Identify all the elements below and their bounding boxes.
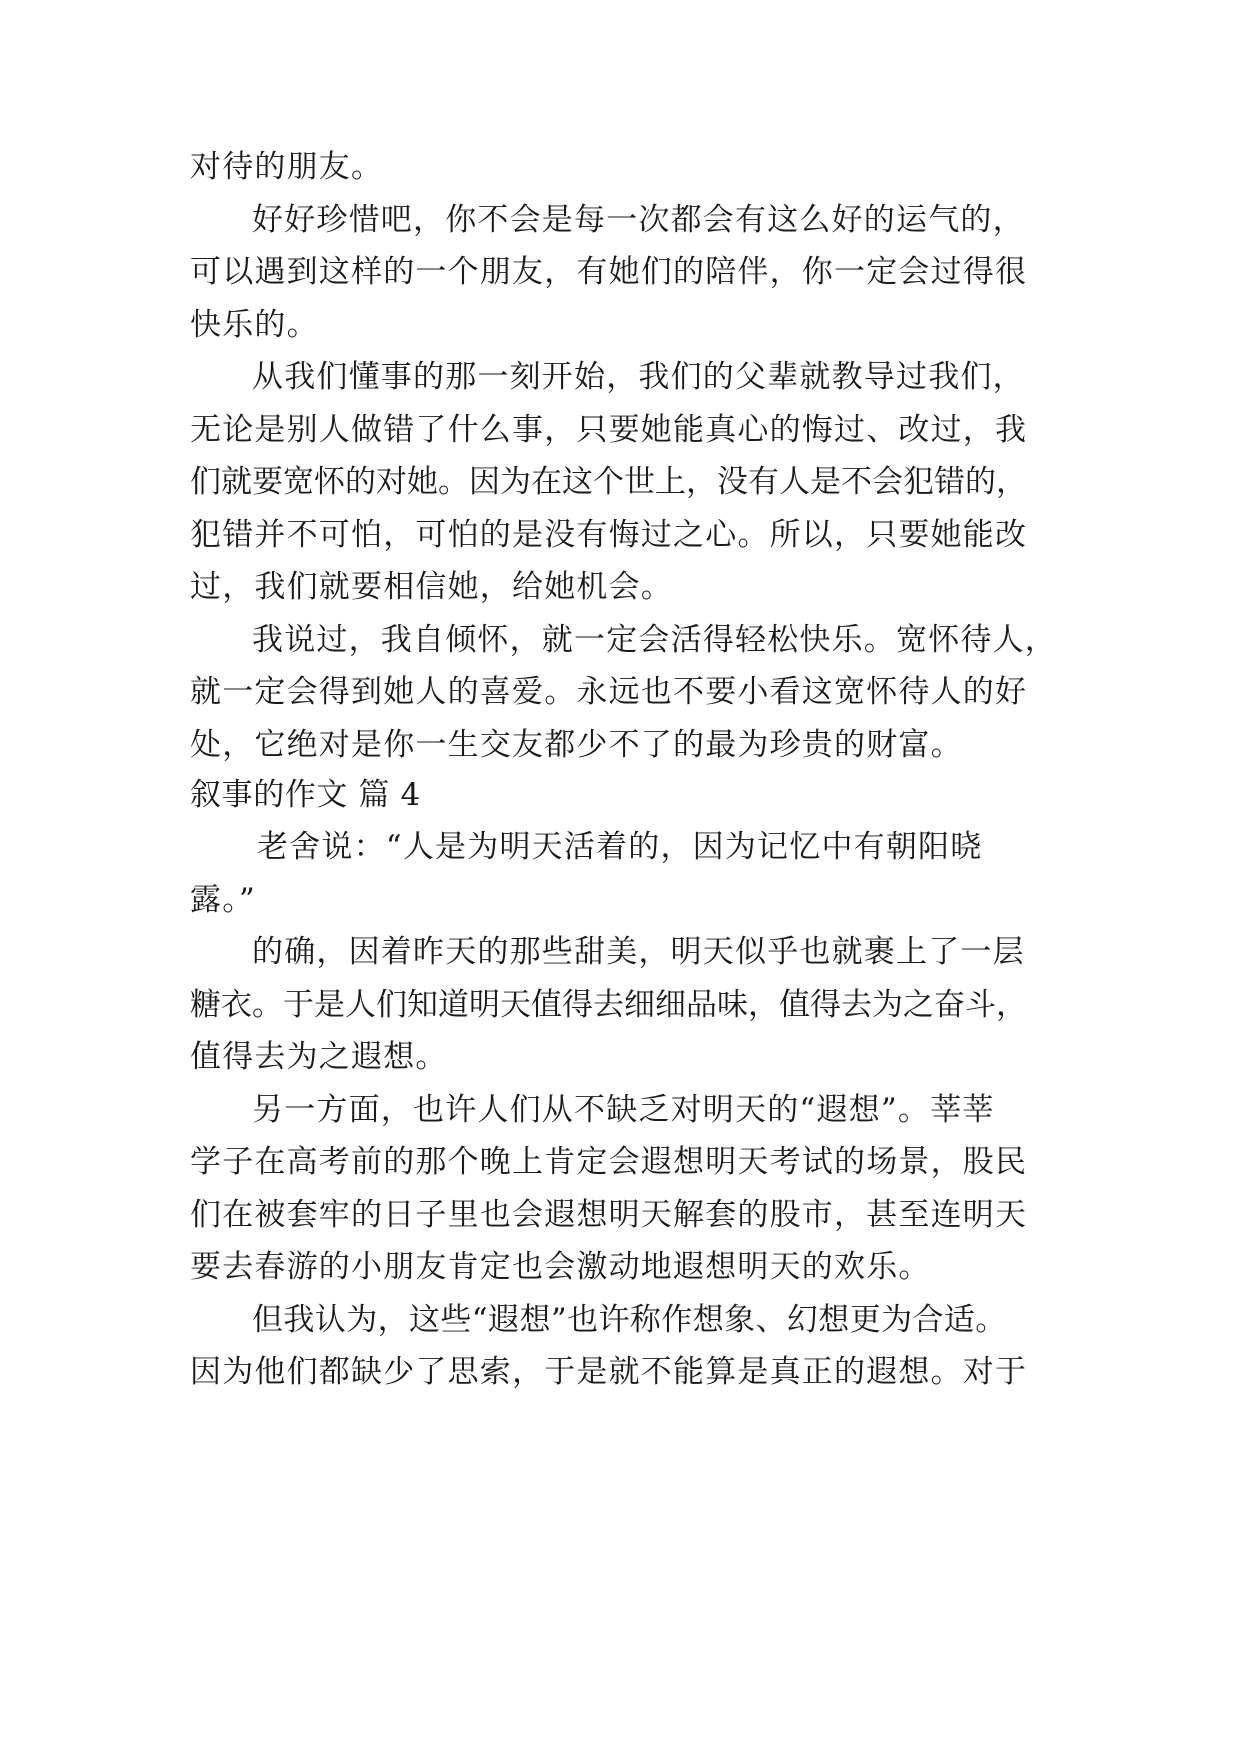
- text-line: 就一定会得到她人的喜爱。永远也不要小看这宽怀待人的好: [190, 674, 1028, 710]
- paragraph-start-line: 从我们懂事的那一刻开始，我们的父辈就教导过我们，: [252, 359, 1025, 395]
- text-line: 犯错并不可怕，可怕的是没有悔过之心。所以，只要她能改: [190, 517, 1028, 553]
- text-line: 们在被套牢的日子里也会遐想明天解套的股市，甚至连明天: [190, 1197, 1028, 1233]
- text-line: 值得去为之遐想。: [190, 1039, 448, 1075]
- text-line: 处，它绝对是你一生交友都少不了的最为珍贵的财富。: [190, 727, 963, 763]
- text-line: 糖衣。于是人们知道明天值得去细细品味，值得去为之奋斗，: [190, 987, 1027, 1023]
- paragraph-start-line: 另一方面，也许人们从不缺乏对明天的“遐想”。莘莘: [252, 1092, 995, 1128]
- text-line: 要去春游的小朋友肯定也会激动地遐想明天的欢乐。: [190, 1249, 931, 1285]
- text-line: 露。”: [190, 882, 256, 918]
- section-heading: 叙事的作文 篇 4: [190, 777, 421, 813]
- text-line: 可以遇到这样的一个朋友，有她们的陪伴，你一定会过得很: [190, 254, 1028, 290]
- text-line: 对待的朋友。: [190, 149, 384, 185]
- paragraph-start-line: 好好珍惜吧，你不会是每一次都会有这么好的运气的，: [252, 202, 1025, 238]
- paragraph-start-line: 老舍说：“人是为明天活着的，因为记忆中有朝阳晓: [257, 829, 983, 865]
- text-line: 快乐的。: [190, 307, 319, 343]
- text-line: 过，我们就要相信她，给她机会。: [190, 569, 673, 605]
- paragraph-start-line: 的确，因着昨天的那些甜美，明天似乎也就裹上了一层: [252, 934, 1025, 970]
- paragraph-start-line: 我说过，我自倾怀，就一定会活得轻松快乐。宽怀待人，: [252, 622, 1057, 658]
- text-line: 无论是别人做错了什么事，只要她能真心的悔过、改过，我: [190, 412, 1028, 448]
- text-line: 们就要宽怀的对她。因为在这个世上，没有人是不会犯错的，: [190, 464, 1027, 500]
- text-line: 因为他们都缺少了思索，于是就不能算是真正的遐想。对于: [190, 1354, 1028, 1390]
- text-line: 学子在高考前的那个晚上肯定会遐想明天考试的场景，股民: [190, 1144, 1028, 1180]
- paragraph-start-line: 但我认为，这些“遐想”也许称作想象、幻想更为合适。: [252, 1302, 1007, 1338]
